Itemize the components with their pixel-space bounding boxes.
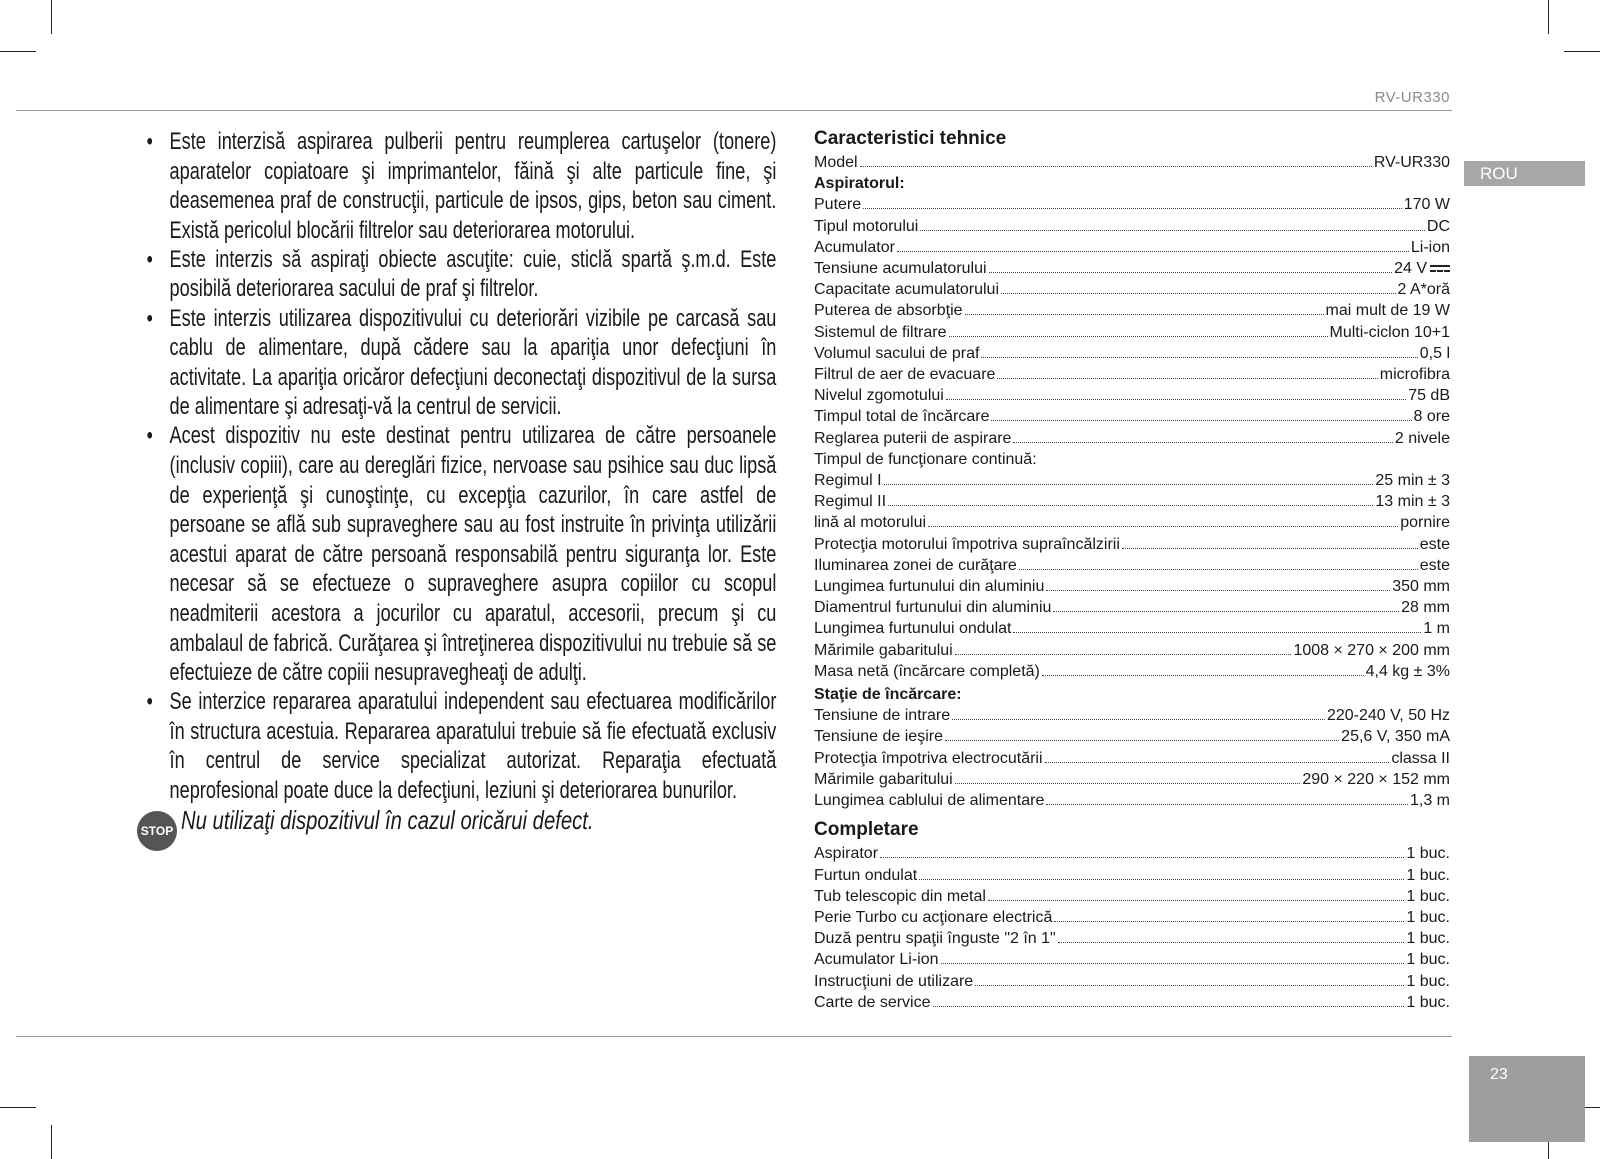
spec-label: lină al motorului — [814, 514, 927, 532]
spec-label: Protecţia motorului împotriva supraîncălzirii — [814, 535, 1120, 553]
spec-row — [814, 279, 1450, 300]
spec-value: 8 ore — [1413, 408, 1450, 426]
spec-row — [814, 343, 1450, 364]
dot-leader — [1058, 942, 1405, 943]
spec-value: este — [1419, 556, 1450, 574]
spec-row — [814, 661, 1450, 682]
spec-value: Multi-ciclon 10+1 — [1329, 323, 1450, 341]
dot-leader — [919, 879, 1404, 880]
spec-label: Mărimile gabaritului — [814, 641, 953, 659]
spec-row — [814, 748, 1450, 769]
dot-leader — [897, 251, 1409, 252]
spec-row — [814, 534, 1450, 555]
spec-value: 1008 × 270 × 200 mm — [1293, 641, 1450, 659]
spec-row — [814, 470, 1450, 491]
spec-value: 4,4 kg ± 3% — [1365, 662, 1450, 680]
header-model-code: RV-UR330 — [1374, 89, 1450, 106]
spec-row — [814, 258, 1450, 279]
spec-value: 1 buc. — [1406, 845, 1450, 863]
spec-row — [814, 865, 1450, 886]
bullet-icon: • — [146, 304, 153, 332]
spec-value: este — [1419, 535, 1450, 553]
spec-label: Duză pentru spaţii înguste "2 în 1" — [814, 930, 1056, 948]
spec-row — [814, 512, 1450, 533]
dot-leader — [1019, 569, 1418, 570]
bullet-icon: • — [146, 422, 153, 450]
spec-value: pornire — [1400, 514, 1450, 532]
spec-row — [814, 928, 1450, 949]
spec-label: Diamentrul furtunului din aluminiu — [814, 599, 1052, 617]
warnings-list — [137, 127, 787, 806]
dot-leader — [920, 230, 1425, 231]
dot-leader — [933, 1006, 1405, 1007]
spec-label: Instrucţiuni de utilizare — [814, 972, 974, 990]
spec-row — [814, 428, 1450, 449]
spec-value: 0,5 l — [1419, 344, 1450, 362]
spec-value: 1 buc. — [1406, 951, 1450, 969]
warning-item — [137, 421, 787, 687]
dot-leader — [975, 985, 1404, 986]
spec-label: Puterea de absorbţie — [814, 302, 963, 320]
dot-leader — [955, 654, 1292, 655]
spec-row — [814, 406, 1450, 427]
spec-row — [814, 194, 1450, 215]
spec-row — [814, 907, 1450, 928]
spec-label: Lungimea furtunului ondulat — [814, 620, 1012, 638]
spec-label: Timpul total de încărcare — [814, 408, 990, 426]
specs-title: Caracteristici tehnice — [814, 128, 1007, 149]
spec-value: classa II — [1391, 749, 1450, 767]
dot-leader — [988, 900, 1404, 901]
spec-label: Protecţia împotriva electrocutării — [814, 749, 1043, 767]
spec-value: 1 m — [1423, 620, 1450, 638]
dot-leader — [946, 399, 1406, 400]
spec-label: Model — [814, 154, 858, 171]
spec-value: 1 buc. — [1406, 908, 1450, 926]
spec-row — [814, 640, 1450, 661]
warning-item — [137, 127, 787, 245]
spec-label: Capacitate acumulatorului — [814, 281, 999, 299]
dot-leader — [965, 314, 1324, 315]
spec-row — [814, 726, 1450, 747]
spec-value: 28 mm — [1401, 599, 1450, 617]
spec-row — [814, 300, 1450, 321]
spec-label: Tensiune de ieşire — [814, 728, 943, 746]
modes-spec-list — [814, 470, 1450, 682]
spec-value: 220-240 V, 50 Hz — [1326, 707, 1450, 725]
spec-value: Li-ion — [1410, 238, 1450, 256]
specs-column — [814, 126, 1450, 1013]
crop-mark — [0, 51, 36, 52]
warning-item — [137, 687, 787, 805]
spec-label: Reglarea puterii de aspirare — [814, 429, 1012, 447]
dot-leader — [863, 208, 1402, 209]
spec-row — [814, 364, 1450, 385]
station-heading: Staţie de încărcare: — [814, 686, 962, 704]
crop-mark — [1548, 0, 1549, 34]
vacuum-heading: Aspiratorul: — [814, 175, 905, 193]
package-title: Completare — [814, 819, 919, 841]
dot-leader — [991, 420, 1411, 421]
spec-value: 1 buc. — [1406, 887, 1450, 905]
crop-mark — [51, 0, 52, 34]
dot-leader — [1045, 762, 1390, 763]
dot-leader — [1054, 921, 1404, 922]
dot-leader — [880, 857, 1404, 858]
spec-label: Tub telescopic din metal — [814, 887, 986, 905]
stop-notice — [137, 805, 787, 849]
spec-label: Furtun ondulat — [814, 866, 918, 884]
spec-label: Filtrul de aer de evacuare — [814, 366, 996, 384]
dot-leader — [1001, 293, 1396, 294]
spec-row — [814, 992, 1450, 1013]
spec-row — [814, 237, 1450, 258]
dot-leader — [884, 484, 1374, 485]
spec-label: Iluminarea zonei de curăţare — [814, 556, 1017, 574]
spec-row — [814, 491, 1450, 512]
spec-value: 170 W — [1403, 196, 1450, 214]
crop-mark — [0, 1107, 36, 1108]
warning-text: Este interzis să aspiraţi obiecte ascuţite: cuie, sticlă spartă ş.m.d. Este posibilă deteriorarea sacului de praf şi filtrelor. — [169, 245, 777, 303]
spec-row — [814, 769, 1450, 790]
warning-text: Acest dispozitiv nu este destinat pentru utilizarea de către persoanele (inclusiv copiii), care au dereglări fizice, nervoase sau psihice sau duc lipsă de experienţă şi cunoştinţe, cu excepţia cazurilor, în care astfel de persoane se află sub supraveghere sau au fost instruite în privinţa utilizării acestui aparat de către persoană responsabilă pentru siguranţa lor. Este necesar să se efectueze o supraveghere asupra copiilor cu scopul neadmiterii acestora a jocurilor cu aparatul, accesorii, precum şi cu ambalaul de fabrică. Curăţarea şi întreţinerea dispozitivului nu trebuie să se efectuieze de către copiii nesupravegheaţi de adulţi. — [169, 422, 777, 687]
continuous-heading: Timpul de funcţionare continuă: — [814, 450, 1037, 468]
spec-label: Tipul motorului — [814, 217, 919, 235]
dot-leader — [945, 740, 1339, 741]
spec-row — [814, 790, 1450, 811]
spec-value: 1 buc. — [1406, 993, 1450, 1011]
crop-mark — [51, 1125, 52, 1159]
spec-label: Acumulator Li-ion — [814, 951, 939, 969]
spec-value: 1 buc. — [1406, 930, 1450, 948]
header-rule — [16, 110, 1452, 111]
dot-leader — [1053, 611, 1399, 612]
dot-leader — [955, 783, 1301, 784]
dot-leader — [941, 963, 1405, 964]
warnings-column — [137, 127, 787, 849]
language-tab: ROU — [1464, 161, 1585, 186]
spec-value: 1 buc. — [1406, 972, 1450, 990]
spec-label: Tensiune de intrare — [814, 707, 951, 725]
spec-value: 290 × 220 × 152 mm — [1302, 770, 1450, 788]
dot-leader — [1013, 632, 1421, 633]
spec-value: RV-UR330 — [1373, 154, 1450, 171]
bullet-icon: • — [146, 245, 153, 273]
dot-leader — [997, 378, 1377, 379]
spec-row — [814, 322, 1450, 343]
dot-leader — [1122, 548, 1418, 549]
dot-leader — [928, 526, 1398, 527]
dc-current-icon — [1430, 265, 1450, 273]
page-number: 23 — [1469, 1056, 1585, 1142]
spec-value: 1,3 m — [1409, 792, 1450, 810]
dot-leader — [989, 272, 1393, 273]
spec-label: Tensiune acumulatorului — [814, 260, 987, 278]
spec-row — [814, 597, 1450, 618]
stop-notice-text: Nu utilizaţi dispozitivul în cazul oricărui defect. — [181, 805, 594, 836]
bullet-icon: • — [146, 128, 153, 155]
crop-mark — [1564, 51, 1600, 52]
spec-row — [814, 843, 1450, 864]
spec-value: 25 min ± 3 — [1375, 472, 1450, 490]
spec-label: Acumulator — [814, 238, 895, 256]
spec-row — [814, 555, 1450, 576]
vacuum-spec-list — [814, 194, 1450, 448]
station-spec-list — [814, 705, 1450, 811]
spec-row-model — [814, 152, 1450, 173]
spec-value: 350 mm — [1392, 578, 1450, 596]
spec-label: Volumul sacului de praf — [814, 344, 980, 362]
spec-value: DC — [1426, 217, 1450, 235]
package-list — [814, 843, 1450, 1013]
dot-leader — [1042, 675, 1364, 676]
warning-item — [137, 245, 787, 304]
dot-leader — [1046, 590, 1390, 591]
warning-text: Se interzice repararea aparatului independent sau efectuarea modificărilor în structura acestuia. Repararea aparatului trebuie să fie efectuată exclusiv în centrul de service specializat autorizat. Reparaţia efectuată neprofesional poate duce la defecţiuni, leziuni şi deteriorarea bunurilor. — [169, 688, 777, 805]
dot-leader — [860, 166, 1372, 167]
dot-leader — [1046, 804, 1408, 805]
warning-text: Este interzisă aspirarea pulberii pentru reumplerea cartuşelor (tonere) aparatelor copiatoare şi imprimantelor, făină şi alte particule fine, şi deasemenea praf de construcţii, particule de ipsos, gips, beton sau ciment. Există pericolul blocării filtrelor sau deteriorarea motorului. — [169, 128, 777, 244]
spec-label: Aspirator — [814, 845, 879, 863]
spec-label: Regimul II — [814, 493, 887, 511]
spec-row — [814, 886, 1450, 907]
spec-row — [814, 949, 1450, 970]
warning-item — [137, 304, 787, 422]
spec-row — [814, 705, 1450, 726]
spec-label: Putere — [814, 196, 862, 214]
spec-label: Regimul I — [814, 472, 882, 490]
dot-leader — [952, 719, 1325, 720]
warning-text: Este interzis utilizarea dispozitivului cu deteriorări vizibile pe carcasă sau cablu de alimentare, după cădere sau la apariţia unor defecţiuni în activitate. La apariţia oricăror defecţiuni deconectaţi dispozitivul de la sursa de alimentare şi adresaţi-vă la centrul de servicii. — [169, 304, 777, 421]
spec-value: 75 dB — [1408, 387, 1450, 405]
spec-label: Sistemul de filtrare — [814, 323, 947, 341]
spec-label: Lungimea furtunului din aluminiu — [814, 578, 1045, 596]
spec-row — [814, 971, 1450, 992]
spec-value: 13 min ± 3 — [1375, 493, 1450, 511]
spec-label: Perie Turbo cu acţionare electrică — [814, 908, 1053, 926]
spec-value: mai mult de 19 W — [1325, 302, 1450, 320]
spec-value: 2 A*oră — [1397, 281, 1450, 299]
spec-value: 25,6 V, 350 mA — [1341, 728, 1450, 746]
dot-leader — [888, 505, 1373, 506]
bullet-icon: • — [146, 688, 153, 716]
dot-leader — [949, 336, 1328, 337]
spec-row — [814, 385, 1450, 406]
spec-row — [814, 216, 1450, 237]
spec-row — [814, 576, 1450, 597]
spec-row — [814, 618, 1450, 639]
dot-leader — [1013, 442, 1392, 443]
spec-label: Mărimile gabaritului — [814, 770, 953, 788]
dot-leader — [981, 357, 1417, 358]
spec-label: Lungimea cablului de alimentare — [814, 792, 1045, 810]
spec-label: Masa netă (încărcare completă) — [814, 662, 1040, 680]
spec-value: 1 buc. — [1406, 866, 1450, 884]
footer-rule — [16, 1036, 1452, 1037]
stop-icon: STOP — [137, 811, 177, 851]
spec-label: Nivelul zgomotului — [814, 387, 944, 405]
spec-value: 24 V — [1394, 260, 1427, 278]
spec-label: Carte de service — [814, 993, 931, 1011]
spec-value: 2 nivele — [1394, 429, 1450, 447]
spec-value: microfibra — [1379, 366, 1450, 384]
